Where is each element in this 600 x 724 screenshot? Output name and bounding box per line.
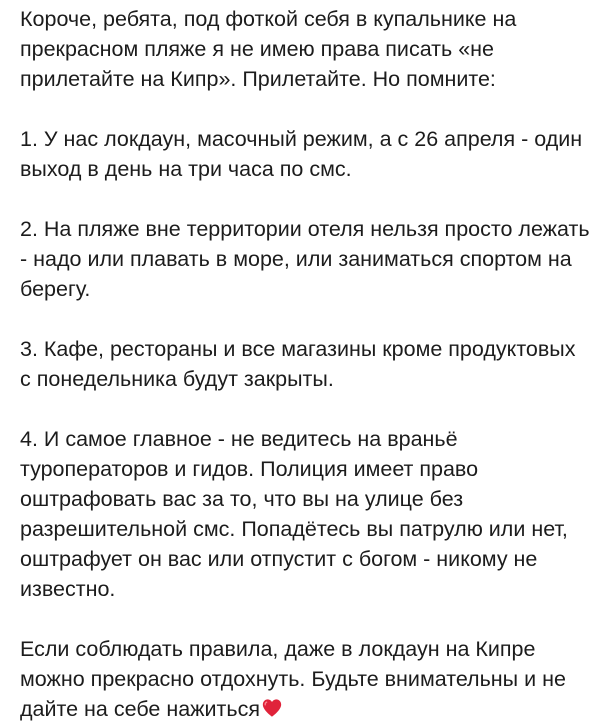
heart-emoji-icon	[261, 697, 283, 719]
post-outro	[20, 634, 592, 724]
post-rule-1: 1. У нас локдаун, масочный режим, а с 26 апреля - один выход в день на три часа по смс.	[20, 127, 583, 181]
post-rule-3: 3. Кафе, рестораны и все магазины кроме продуктовых с понедельника будут закрыты.	[20, 337, 576, 391]
post-rule-2: 2. На пляже вне территории отеля нельзя просто лежать - надо или плавать в море, или заниматься спортом на берегу.	[20, 217, 590, 301]
post-text	[20, 4, 592, 724]
post-intro: Короче, ребята, под фоткой себя в купальнике на прекрасном пляже я не имею права писать «не прилетайте на Кипр». Прилетайте. Но помните:	[20, 7, 517, 91]
post-rule-4: 4. И самое главное - не ведитесь на враньё туроператоров и гидов. Полиция имеет право оштрафовать вас за то, что вы на улице без разрешительной смс. Попадётесь вы патрулю или нет, оштрафует он вас или отпустит с богом - никому не известно.	[20, 427, 568, 601]
post-outro-text: Если соблюдать правила, даже в локдаун на Кипре можно прекрасно отдохнуть. Будьте внимательны и не дайте на себе нажиться	[20, 637, 566, 721]
